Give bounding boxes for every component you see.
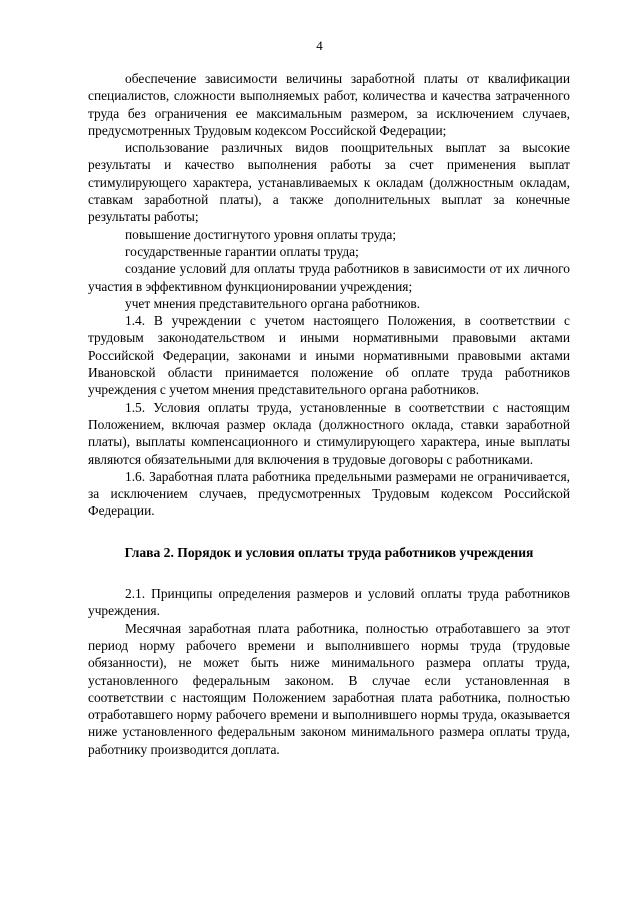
document-body	[88, 70, 570, 758]
paragraph: повышение достигнутого уровня оплаты труда;	[125, 226, 397, 242]
paragraph: обеспечение зависимости величины заработной платы от квалификации специалистов, сложности выполняемых работ, количества и качества затраченного труда без ограничения ее максимальным размером, за исключением случаев, предусмотренных Трудовым кодексом Российской Федерации;	[88, 71, 570, 138]
clause-1-5: 1.5. Условия оплаты труда, установленные в соответствии с настоящим Положением, включая размер оклада (должностного оклада, ставки заработной платы), выплаты компенсационного и стимулирующего характера, иные выплаты являются обязательными для включения в трудовые договоры с работниками.	[88, 399, 570, 467]
clause-1-6: 1.6. Заработная плата работника предельными размерами не ограничивается, за исключением случаев, предусмотренных Трудовым кодексом Российской Федерации.	[88, 468, 570, 519]
paragraph: Месячная заработная плата работника, полностью отработавшего за этот период норму рабочего времени и выполнившего нормы труда (трудовые обязанности), не может быть ниже минимального размера оплаты труда, установленного федеральным законом. В случае если установленная в соответствии с настоящим Положением заработная плата работника, полностью отработавшего норму рабочего времени и выполнившего нормы труда, оказывается ниже установленного федеральным законом минимального размера оплаты труда, работнику производится доплата.	[88, 620, 570, 757]
paragraph: государственные гарантии оплаты труда;	[125, 243, 359, 259]
paragraph: учет мнения представительного органа работников.	[125, 295, 421, 311]
paragraph: создание условий для оплаты труда работников в зависимости от их личного участия в эффективном функционировании учреждения;	[88, 261, 570, 294]
chapter-heading: Глава 2. Порядок и условия оплаты труда работников учреждения	[124, 544, 534, 560]
clause-1-4: 1.4. В учреждении с учетом настоящего Положения, в соответствии с трудовым законодательством и иными нормативными правовыми актами Российской Федерации, законами и иными нормативными правовыми актами Ивановской области принимается положение об оплате труда работников учреждения с учетом мнения представительного органа работников.	[88, 313, 570, 398]
page-number: 4	[316, 38, 323, 53]
paragraph: использование различных видов поощрительных выплат за высокие результаты и качество выполнения работы за счет применения выплат стимулирующего характера, устанавливаемых к окладам (должностным окладам, ставкам заработной платы), а также дополнительных выплат за конечные результаты работы;	[88, 140, 570, 225]
clause-2-1: 2.1. Принципы определения размеров и условий оплаты труда работников учреждения.	[88, 586, 570, 619]
